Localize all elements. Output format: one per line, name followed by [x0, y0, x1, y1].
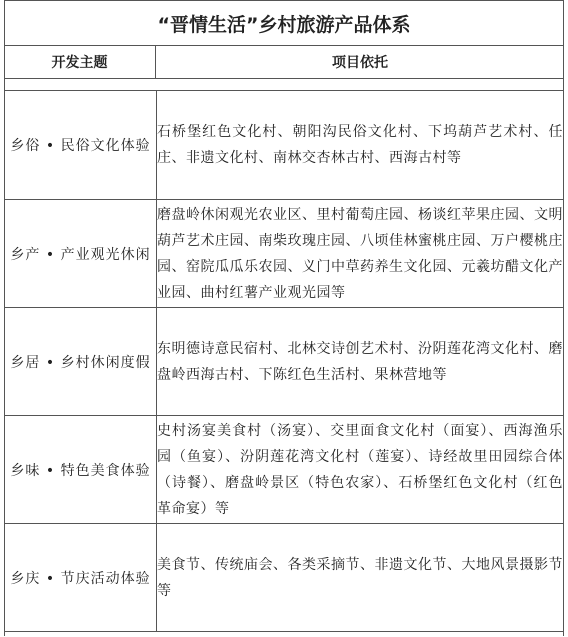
table-header [4, 46, 564, 79]
theme-cell: 乡俗 • 民俗文化体验 [5, 91, 157, 200]
theme-cell: 乡居 • 乡村休闲度假 [5, 308, 157, 416]
table-row [5, 416, 564, 524]
table-row [5, 200, 564, 308]
theme-cell: 乡产 • 产业观光休闲 [5, 200, 157, 308]
projects-cell: 美食节、传统庙会、各类采摘节、非遗文化节、大地风景摄影节等 [157, 524, 564, 632]
projects-cell: 史村汤宴美食村（汤宴）、交里面食文化村（面宴）、西海渔乐园（鱼宴）、汾阴莲花湾文化村（莲宴）、诗经故里田园综合体（诗餐）、磨盘岭景区（特色农家）、石桥堡红色文化村（红色革命宴）等 [157, 416, 564, 524]
projects-cell: 东明德诗意民宿村、北林交诗创艺术村、汾阴莲花湾文化村、磨盘岭西海古村、下陈红色生活村、果林营地等 [157, 308, 564, 416]
theme-cell: 乡味 • 特色美食体验 [5, 416, 157, 524]
projects-cell: 石桥堡红色文化村、朝阳沟民俗文化村、下坞葫芦艺术村、任庄、非遗文化村、南林交杏林古村、西海古村等 [157, 91, 564, 200]
header-theme: 开发主题 [4, 46, 156, 78]
product-table [4, 90, 564, 632]
table-title: “晋情生活”乡村旅游产品体系 [4, 0, 564, 46]
header-projects: 项目依托 [332, 55, 388, 71]
projects-cell: 磨盘岭休闲观光农业区、里村葡萄庄园、杨谈红苹果庄园、文明葫芦艺术庄园、南柴玫瑰庄园、八顷佳林蜜桃庄园、万户樱桃庄园、窑院瓜瓜乐农园、义门中草药养生文化园、元羲坊醋文化产业园、曲村红薯产业观光园等 [157, 200, 564, 308]
table-row [5, 524, 564, 632]
table-row [5, 308, 564, 416]
theme-cell: 乡庆 • 节庆活动体验 [5, 524, 157, 632]
table-row [5, 91, 564, 200]
